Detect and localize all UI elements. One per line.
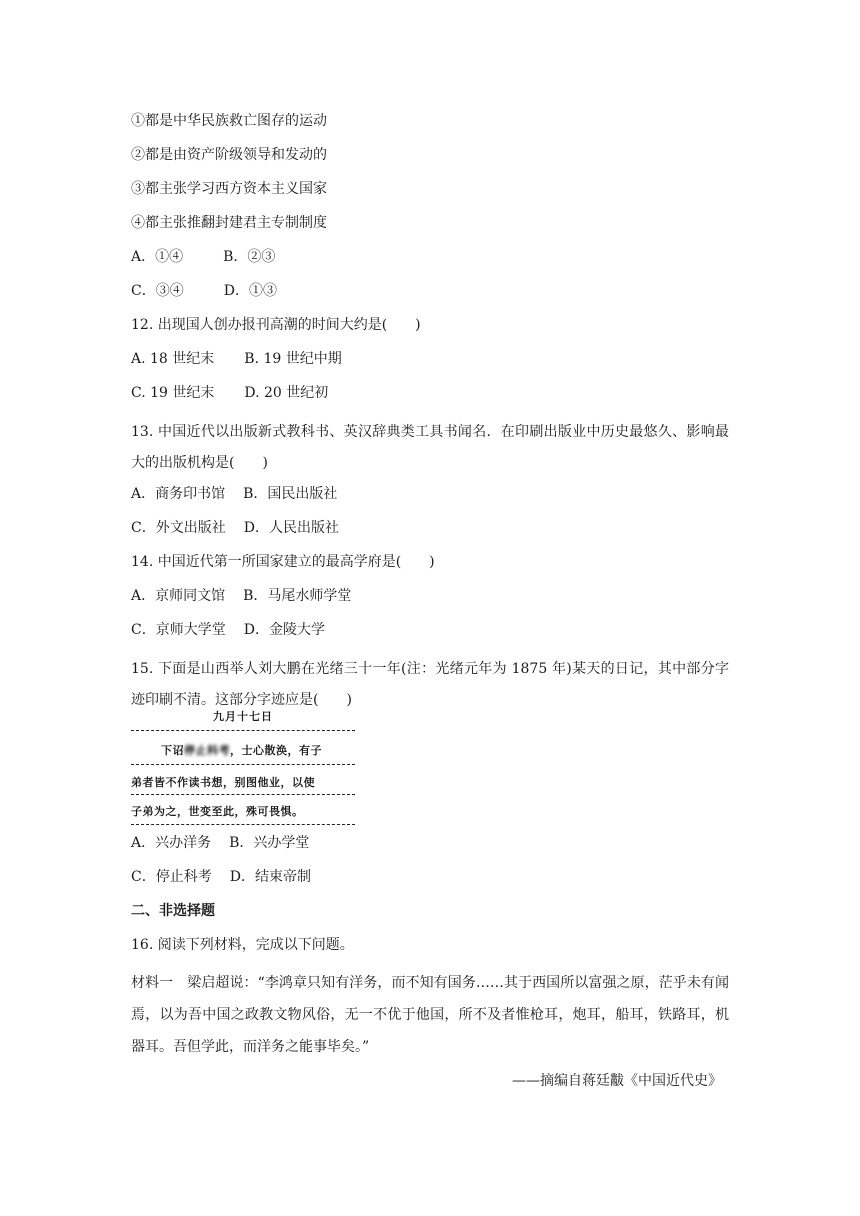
q13-option-a: A．商务印书馆 [131,486,226,502]
q13-option-b: B．国民出版社 [243,486,338,502]
diary-rule [131,794,355,795]
q13-options-row2 [131,518,339,538]
q14-option-c: C．京师大学堂 [131,622,226,638]
diary-date: 九月十七日 [213,710,273,723]
q15-options-row1 [131,833,309,853]
q15-options-row2 [131,867,311,887]
diary-row-1 [161,742,322,758]
q15-option-b: B．兴办学堂 [229,835,310,851]
q13-stem: 13. 中国近代以出版新式教科书、英汉辞典类工具书闻名．在印刷出版业中历史最悠久、影响最大的出版机构是( ) [131,424,729,471]
q11-options-row1 [131,247,275,267]
q13-option-c: C．外文出版社 [131,520,226,536]
q16-material: 材料一 梁启超说：“李鸿章只知有洋务，而不知有国务……其于西国所以富强之原，茫乎未有闻焉，以为吾中国之政教文物风俗，无一不优于他国，所不及者惟枪耳，炮耳，船耳，铁路耳，机器耳。吾但学此，而洋务之能事毕矣。” [131,975,729,1055]
q15-option-d: D．结束帝制 [229,869,311,885]
q15-stem: 15. 下面是山西举人刘大鹏在光绪三十一年(注：光绪元年为 1875 年)某天的日记，其中部分字迹印刷不清。这部分字迹应是( ) [131,661,729,708]
q12-stem: 12. 出现国人创办报刊高潮的时间大约是( ) [131,317,421,333]
diary-image [131,706,355,828]
q11-options-row2 [131,281,277,301]
q14-options-row1 [131,586,351,606]
q12-option-b: B. 19 世纪中期 [244,351,342,367]
diary-blurred-text: 停止科考 [184,744,230,757]
statement-4: ④都主张推翻封建君主专制制度 [131,215,327,231]
q14-options-row2 [131,620,325,640]
q12-option-a: A. 18 世纪末 [131,351,215,367]
section-heading: 二、非选择题 [131,903,215,919]
statement-3: ③都主张学习西方资本主义国家 [131,181,327,197]
diary-row-1-start: 下诏 [161,744,184,757]
q14-option-d: D．金陵大学 [243,622,325,638]
diary-rule [131,764,355,765]
q15-option-a: A．兴办洋务 [131,835,212,851]
q16-stem: 16. 阅读下列材料，完成以下问题。 [131,937,354,953]
diary-rule [131,824,355,825]
q15-option-c: C．停止科考 [131,869,212,885]
q12-options-row1 [131,349,342,369]
statement-2: ②都是由资产阶级领导和发动的 [131,147,327,163]
diary-row-1-end: ，士心散涣，有子 [230,744,322,757]
q11-option-b: B．②③ [223,249,276,265]
q13-options-row1 [131,484,337,504]
q11-option-c: C．③④ [131,283,184,299]
q14-stem: 14. 中国近代第一所国家建立的最高学府是( ) [131,554,435,570]
diary-row-2: 弟者皆不作读书想，别图他业，以使 [131,776,315,789]
q12-options-row2 [131,383,328,403]
q12-option-d: D. 20 世纪初 [244,385,329,401]
q12-option-c: C. 19 世纪末 [131,385,215,401]
q16-source: ——摘编自蒋廷黻《中国近代史》 [512,1073,722,1089]
diary-row-3: 子弟为之，世变至此，殊可畏惧。 [131,805,304,818]
diary-rule [131,730,355,731]
q11-option-a: A．①④ [131,249,184,265]
q14-option-a: A．京师同文馆 [131,588,226,604]
q14-option-b: B．马尾水师学堂 [243,588,352,604]
q11-option-d: D．①③ [223,283,277,299]
q13-option-d: D．人民出版社 [243,520,339,536]
statement-1: ①都是中华民族救亡图存的运动 [131,113,327,129]
